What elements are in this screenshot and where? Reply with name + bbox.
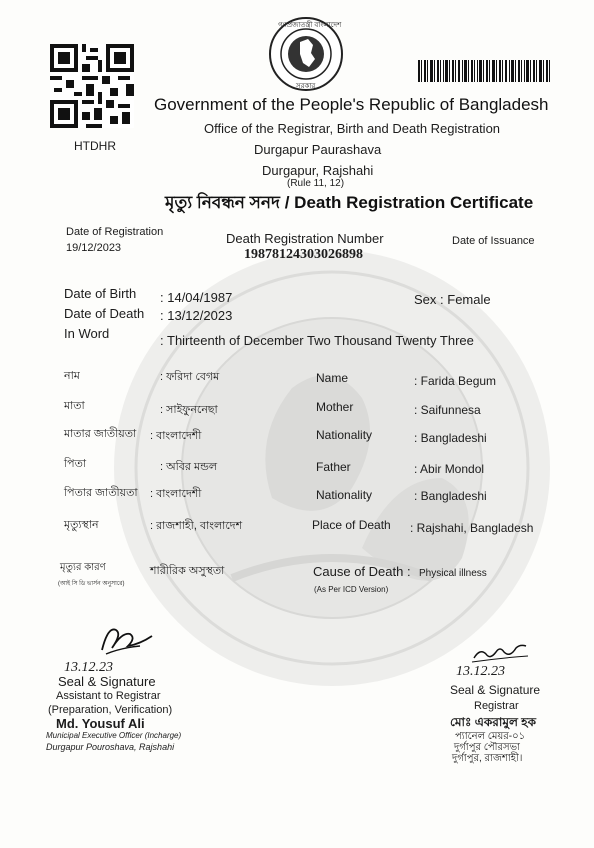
en-cause-value: Physical illness (419, 568, 487, 579)
right-stamp-line3: দুর্গাপুর পৌরসভা (454, 742, 520, 753)
en-value-place-of-death: : Rajshahi, Bangladesh (410, 521, 534, 535)
dob-value: : 14/04/1987 (160, 290, 233, 305)
dod-value: : 13/12/2023 (160, 308, 233, 323)
right-signature-date: 13.12.23 (456, 664, 505, 679)
left-officer-office: Durgapur Pouroshava, Rajshahi (46, 742, 175, 752)
en-value-name: : Farida Begum (414, 374, 497, 388)
bn-value-father: : অবির মন্ডল (160, 461, 218, 473)
certificate-title-separator: / (284, 193, 290, 212)
bn-label-place-of-death: মৃত্যুস্থান (64, 519, 99, 531)
right-stamp-line1: মোঃ একরামুল হক (450, 715, 536, 729)
certificate-title-en: Death Registration Certificate (294, 193, 534, 212)
inword-value: : Thirteenth of December Two Thousand Twenty Three (160, 333, 474, 348)
bn-value-mother-nationality: : বাংলাদেশী (150, 430, 202, 442)
office-location: Durgapur, Rajshahi (262, 163, 374, 178)
bn-cause-note: (আই সি ডি ভার্সন অনুসারে) (58, 581, 125, 587)
seal-bottom-text: সরকার (296, 83, 316, 90)
bn-label-mother-nationality: মাতার জাতীয়তা (64, 428, 137, 440)
en-label-mother: Mother (316, 400, 354, 414)
en-label-mother-nationality: Nationality (316, 428, 373, 442)
registration-date-value: 19/12/2023 (66, 242, 122, 254)
en-label-place-of-death: Place of Death (312, 518, 391, 532)
dod-label: Date of Death (64, 306, 145, 321)
bn-value-father-nationality: : বাংলাদেশী (150, 488, 202, 500)
registration-date-label: Date of Registration (66, 226, 164, 238)
en-value-father-nationality: : Bangladeshi (414, 489, 487, 503)
en-cause-label: Cause of Death : (313, 564, 411, 579)
dob-label: Date of Birth (64, 286, 137, 301)
left-officer-name: Md. Yousuf Ali (56, 716, 145, 731)
bn-value-mother: : সাইফুননেছা (160, 404, 218, 416)
left-seal-label: Seal & Signature (58, 674, 156, 689)
en-value-mother: : Saifunnesa (414, 403, 481, 417)
paurashava-name: Durgapur Paurashava (254, 142, 382, 157)
issuance-date-label: Date of Issuance (452, 235, 535, 247)
certificate-title (165, 190, 533, 218)
en-label-name: Name (316, 371, 349, 385)
en-value-mother-nationality: : Bangladeshi (414, 431, 487, 445)
bn-label-name: নাম (64, 370, 80, 382)
bn-cause-value: শারীরিক অসুস্থতা (150, 565, 225, 577)
government-title: Government of the People's Republic of Bangladesh (154, 95, 549, 114)
right-signature (470, 644, 530, 666)
en-cause-note: (As Per ICD Version) (314, 585, 389, 594)
registration-number-value: 19878124303026898 (244, 247, 363, 262)
en-value-father: : Abir Mondol (414, 462, 485, 476)
left-officer-designation: Municipal Executive Officer (Incharge) (46, 731, 182, 740)
left-role: Assistant to Registrar (56, 690, 161, 702)
en-label-father: Father (316, 460, 351, 474)
qr-code[interactable] (50, 44, 134, 128)
bn-value-name: : ফরিদা বেগম (160, 371, 220, 383)
bn-label-father-nationality: পিতার জাতীয়তা (64, 487, 138, 499)
left-role-note: (Preparation, Verification) (48, 704, 173, 716)
barcode (418, 60, 550, 82)
office-title: Office of the Registrar, Birth and Death Registration (204, 121, 501, 136)
certificate-title-bn: মৃত্যু নিবন্ধন সনদ (165, 193, 280, 212)
rule-reference: (Rule 11, 12) (287, 178, 345, 189)
bn-value-place-of-death: : রাজশাহী, বাংলাদেশ (150, 520, 243, 532)
right-seal-label: Seal & Signature (450, 683, 541, 697)
left-signature-date: 13.12.23 (64, 660, 113, 675)
seal-top-text: গণপ্রজাতন্ত্রী বাংলাদেশ (278, 22, 342, 29)
en-label-father-nationality: Nationality (316, 488, 373, 502)
qr-caption: HTDHR (74, 139, 116, 153)
registration-number-label: Death Registration Number (226, 231, 384, 246)
inword-label: In Word (64, 326, 110, 341)
bn-label-father: পিতা (64, 458, 87, 470)
sex-field: Sex : Female (414, 292, 491, 307)
bn-cause-label: মৃত্যুর কারণ (60, 562, 106, 573)
right-stamp-line4: দুর্গাপুর, রাজশাহী। (452, 753, 523, 764)
bn-label-mother: মাতা (64, 400, 85, 412)
right-role: Registrar (474, 700, 519, 712)
right-stamp-line2: প্যানেল মেয়র-০১ (455, 731, 526, 742)
